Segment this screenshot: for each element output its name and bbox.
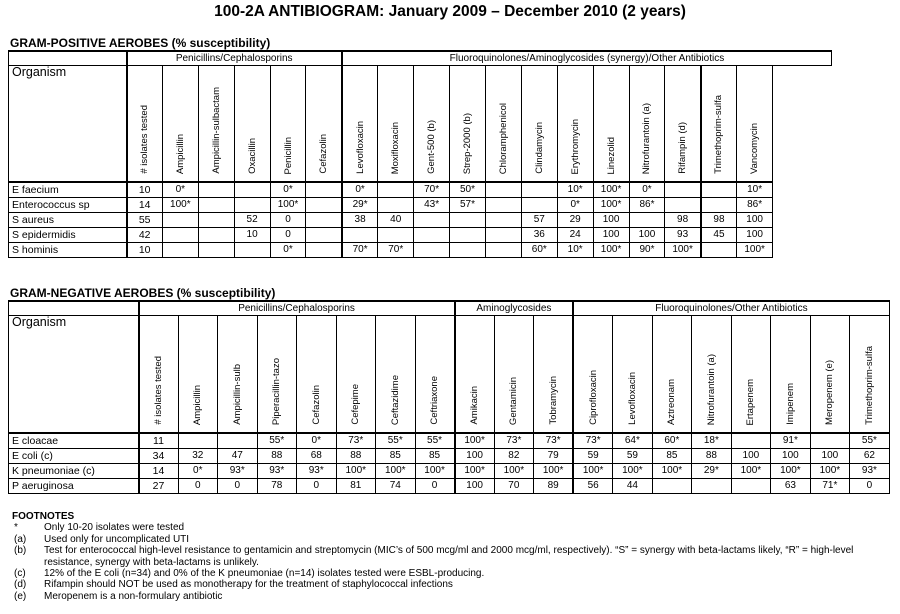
- footnote-item: [12, 545, 900, 568]
- gn-column-header: [652, 316, 692, 434]
- footnotes-heading: FOOTNOTES: [12, 511, 75, 522]
- gp-column-header-label: Clindamycin: [533, 122, 545, 174]
- gn-cell: 60*: [652, 433, 692, 449]
- gn-cell: 85: [376, 449, 416, 464]
- footnote-item: [12, 522, 900, 533]
- gn-column-header-label: Piperacillin-tazo: [271, 357, 283, 425]
- gn-table-row: [9, 479, 890, 494]
- gram-positive-table: [8, 50, 832, 258]
- gp-group-row: [9, 51, 832, 66]
- gn-cell: 100: [455, 479, 495, 494]
- gn-column-header: [850, 316, 890, 434]
- gn-cell: 82: [494, 449, 534, 464]
- gn-column-header-label: Ertapenem: [745, 378, 757, 425]
- gn-organism-name: K pneumoniae (c): [9, 464, 139, 479]
- gn-column-header: [336, 316, 376, 434]
- gp-column-header-row: [9, 66, 832, 183]
- gp-cell: [306, 182, 342, 198]
- gn-organism-name: P aeruginosa: [9, 479, 139, 494]
- gn-cell: 14: [139, 464, 179, 479]
- footnote-text: Meropenem is a non-formulary antibiotic: [44, 590, 223, 602]
- gn-column-header-label: Tobramycin: [547, 376, 559, 425]
- gp-organism-name: Enterococcus sp: [9, 198, 127, 213]
- gp-cell: 57: [521, 213, 557, 228]
- gp-cell: 55: [127, 213, 163, 228]
- gp-column-header-label: # isolates tested: [139, 105, 151, 174]
- gp-cell: 100*: [593, 243, 629, 258]
- gp-cell: 36: [521, 228, 557, 243]
- gn-cell: 93*: [297, 464, 337, 479]
- gp-cell: [378, 228, 414, 243]
- gp-cell: [234, 243, 270, 258]
- gp-cell: [306, 198, 342, 213]
- gn-cell: 100*: [810, 464, 850, 479]
- gp-cell: [665, 198, 701, 213]
- gram-negative-table: [8, 300, 890, 494]
- gp-column-header: [737, 66, 773, 183]
- gp-table-row: [9, 182, 832, 198]
- gp-organism-label: Organism: [9, 66, 127, 183]
- gn-cell: 100*: [652, 464, 692, 479]
- gn-column-header-label: Ceftriaxone: [429, 376, 441, 425]
- gp-cell: [306, 213, 342, 228]
- gn-column-header-row: [9, 316, 890, 434]
- gn-cell: 0: [415, 479, 455, 494]
- gp-cell: [485, 228, 521, 243]
- gp-cell: [162, 243, 198, 258]
- gn-cell: 93*: [257, 464, 297, 479]
- gp-cell: 0*: [629, 182, 665, 198]
- gn-column-header: [178, 316, 218, 434]
- gp-group-header: [9, 51, 127, 66]
- gn-cell: 62: [850, 449, 890, 464]
- gp-cell: [162, 228, 198, 243]
- gn-column-header-label: Ampicillin-sulb: [231, 364, 243, 425]
- gn-cell: 100*: [494, 464, 534, 479]
- gp-column-header: [414, 66, 450, 183]
- gp-column-header: [127, 66, 163, 183]
- gp-organism-name: S aureus: [9, 213, 127, 228]
- gp-cell: 40: [378, 213, 414, 228]
- gn-cell: 0: [850, 479, 890, 494]
- footnote-text: Only 10-20 isolates were tested: [44, 522, 185, 534]
- gn-column-header-label: Cefepime: [350, 384, 362, 425]
- gn-group-row: [9, 301, 890, 316]
- gn-cell: 55*: [850, 433, 890, 449]
- gp-column-header-label: Chloramphenicol: [497, 102, 509, 174]
- gp-column-header-label: Cefazolin: [318, 134, 330, 174]
- footnote-key: (d): [14, 579, 27, 591]
- gp-cell: 100*: [665, 243, 701, 258]
- gn-column-header: [573, 316, 613, 434]
- gn-cell: 29*: [692, 464, 732, 479]
- gp-column-header-label: Ampicillin-sulbactam: [210, 87, 222, 174]
- footnote-text: Used only for uncomplicated UTI: [44, 533, 190, 545]
- gn-cell: 88: [692, 449, 732, 464]
- gn-cell: 100: [731, 449, 771, 464]
- gp-cell: 10*: [737, 182, 773, 198]
- gn-cell: 73*: [534, 433, 574, 449]
- footnotes: [12, 511, 900, 602]
- gp-cell: 0*: [557, 198, 593, 213]
- gn-cell: 100*: [573, 464, 613, 479]
- gp-column-header: [593, 66, 629, 183]
- gp-column-header: [701, 66, 737, 183]
- gn-cell: [218, 433, 258, 449]
- gn-column-header-label: Amikacin: [469, 386, 481, 425]
- gn-cell: 0: [297, 479, 337, 494]
- gp-column-header: [665, 66, 701, 183]
- gp-column-header: [162, 66, 198, 183]
- footnote-key: (a): [14, 533, 27, 545]
- gp-cell: [485, 213, 521, 228]
- gp-cell: [521, 198, 557, 213]
- gn-cell: [810, 433, 850, 449]
- gp-cell: 86*: [737, 198, 773, 213]
- gn-cell: 55*: [376, 433, 416, 449]
- gp-cell: 10*: [557, 182, 593, 198]
- gp-cell: [378, 182, 414, 198]
- gp-column-header: [485, 66, 521, 183]
- gn-column-header-label: Ciprofloxacin: [587, 370, 599, 425]
- gn-cell: 27: [139, 479, 179, 494]
- footnote-text: 12% of the E coli (n=34) and 0% of the K pneumoniae (n=14) isolates tested were ESBL-producing.: [44, 568, 485, 580]
- gn-cell: 0*: [297, 433, 337, 449]
- gp-column-header-label: Oxacillin: [246, 138, 258, 174]
- gn-cell: 73*: [573, 433, 613, 449]
- gn-cell: 100*: [613, 464, 653, 479]
- gp-cell: 100*: [270, 198, 306, 213]
- gp-column-header: [198, 66, 234, 183]
- gn-cell: 32: [178, 449, 218, 464]
- gn-cell: 0: [178, 479, 218, 494]
- gp-table-row: [9, 228, 832, 243]
- gn-cell: 93*: [850, 464, 890, 479]
- gp-cell: 100*: [737, 243, 773, 258]
- gp-cell: 50*: [450, 182, 486, 198]
- gp-cell: 86*: [629, 198, 665, 213]
- gn-group-header: [9, 301, 139, 316]
- gp-cell: 100*: [593, 182, 629, 198]
- gp-cell: [485, 243, 521, 258]
- gp-cell: 70*: [342, 243, 378, 258]
- gp-column-header-label: Ampicillin: [174, 133, 186, 174]
- gp-cell: 52: [234, 213, 270, 228]
- gp-column-header-label: Gent-500 (b): [426, 120, 438, 174]
- gn-cell: [731, 479, 771, 494]
- gp-cell: [378, 198, 414, 213]
- gp-cell: 24: [557, 228, 593, 243]
- gp-cell: 70*: [378, 243, 414, 258]
- gn-cell: [178, 433, 218, 449]
- gp-column-header: [450, 66, 486, 183]
- gp-cell: 14: [127, 198, 163, 213]
- gn-cell: 47: [218, 449, 258, 464]
- gn-column-header-label: Ampicillin: [192, 384, 204, 425]
- gn-table-row: [9, 464, 890, 479]
- gp-cell: 0*: [270, 243, 306, 258]
- gn-cell: [652, 479, 692, 494]
- footnote-key: (b): [14, 545, 27, 557]
- gp-cell: 29*: [342, 198, 378, 213]
- gp-organism-name: E faecium: [9, 182, 127, 198]
- gp-cell: 98: [665, 213, 701, 228]
- gn-group-header: Fluoroquinolones/Other Antibiotics: [573, 301, 889, 316]
- gn-cell: 70: [494, 479, 534, 494]
- gp-cell: 100: [593, 228, 629, 243]
- gn-cell: 74: [376, 479, 416, 494]
- gn-column-header: [218, 316, 258, 434]
- gp-table-row: [9, 243, 832, 258]
- gp-cell: [198, 228, 234, 243]
- gn-organism-name: E cloacae: [9, 433, 139, 449]
- gn-column-header: [257, 316, 297, 434]
- gn-column-header-label: Trimethoprim-sulfa: [863, 346, 875, 425]
- gn-cell: 78: [257, 479, 297, 494]
- gp-cell: 10: [234, 228, 270, 243]
- gn-cell: 68: [297, 449, 337, 464]
- gn-column-header: [613, 316, 653, 434]
- gp-cell: [414, 243, 450, 258]
- gram-positive-heading: GRAM-POSITIVE AEROBES (% susceptibility): [10, 36, 271, 50]
- gn-cell: 100*: [336, 464, 376, 479]
- gp-cell: [414, 228, 450, 243]
- gp-column-header-label: Strep-2000 (b): [462, 112, 473, 174]
- gp-cell: 43*: [414, 198, 450, 213]
- gn-cell: 100*: [771, 464, 811, 479]
- gn-column-header-label: Cefazolin: [310, 385, 322, 425]
- gp-cell: 57*: [450, 198, 486, 213]
- gp-cell: [629, 213, 665, 228]
- footnote-text: Test for enterococcal high-level resistance to gentamicin and streptomycin (MIC’s of 500 mcg/ml and 2000 mcg/ml, respectively). “S” = synergy with beta-lactams likely, “R” = high-level resistance, synergy with beta-lactams is unlikely.: [44, 545, 854, 568]
- gn-cell: 59: [573, 449, 613, 464]
- gn-group-header: Aminoglycosides: [455, 301, 574, 316]
- gp-cell: [162, 213, 198, 228]
- gn-column-header: [534, 316, 574, 434]
- gp-cell: 100: [593, 213, 629, 228]
- gp-column-header-label: Nitrofurantoin (a): [641, 102, 653, 174]
- gp-column-header: [342, 66, 378, 183]
- gp-cell: [450, 243, 486, 258]
- gn-column-header: [139, 316, 179, 434]
- gp-group-header: Penicillins/Cephalosporins: [127, 51, 342, 66]
- gn-cell: 73*: [336, 433, 376, 449]
- gp-cell: [198, 198, 234, 213]
- gn-cell: 85: [652, 449, 692, 464]
- gp-cell: [306, 228, 342, 243]
- gp-cell: 29: [557, 213, 593, 228]
- gn-cell: 93*: [218, 464, 258, 479]
- gp-cell: 90*: [629, 243, 665, 258]
- gn-cell: 100*: [534, 464, 574, 479]
- footnote-key: (c): [14, 568, 26, 580]
- gp-cell: 0*: [270, 182, 306, 198]
- gp-cell: [342, 228, 378, 243]
- gp-cell: 10: [127, 182, 163, 198]
- gn-cell: [731, 433, 771, 449]
- gn-cell: 56: [573, 479, 613, 494]
- gp-cell: [234, 182, 270, 198]
- gp-cell: 10: [127, 243, 163, 258]
- gp-column-header-label: Penicillin: [282, 136, 294, 174]
- gp-cell: [665, 182, 701, 198]
- gp-cell: 98: [701, 213, 737, 228]
- gp-column-header-label: Vancomycin: [749, 122, 761, 174]
- gn-cell: 100*: [376, 464, 416, 479]
- gp-cell: [485, 198, 521, 213]
- gn-cell: 81: [336, 479, 376, 494]
- gn-column-header: [810, 316, 850, 434]
- gn-cell: 89: [534, 479, 574, 494]
- gp-cell: 0: [270, 228, 306, 243]
- gn-cell: 34: [139, 449, 179, 464]
- gp-table-row: [9, 198, 832, 213]
- gp-cell: 0: [270, 213, 306, 228]
- gp-table-row: [9, 213, 832, 228]
- gp-cell: 100*: [593, 198, 629, 213]
- footnote-item: [12, 579, 900, 590]
- gp-cell: [234, 198, 270, 213]
- gp-cell: [198, 213, 234, 228]
- gn-table-row: [9, 433, 890, 449]
- gp-cell: [450, 213, 486, 228]
- gp-organism-name: S epidermidis: [9, 228, 127, 243]
- gn-group-header: Penicillins/Cephalosporins: [139, 301, 455, 316]
- page-title: 100-2A ANTIBIOGRAM: January 2009 – December 2010 (2 years): [214, 3, 686, 20]
- gp-column-header: [378, 66, 414, 183]
- gn-cell: 100: [771, 449, 811, 464]
- gn-column-header: [771, 316, 811, 434]
- gp-column-header: [557, 66, 593, 183]
- gn-column-header-label: Levofloxacin: [626, 372, 638, 425]
- footnote-key: *: [14, 522, 18, 534]
- gn-column-header: [376, 316, 416, 434]
- gn-cell: 73*: [494, 433, 534, 449]
- gn-cell: 100*: [731, 464, 771, 479]
- gn-cell: 55*: [415, 433, 455, 449]
- gp-cell: 100*: [162, 198, 198, 213]
- gn-cell: 11: [139, 433, 179, 449]
- gn-column-header: [731, 316, 771, 434]
- gn-cell: 18*: [692, 433, 732, 449]
- gp-column-header-label: Moxifloxacin: [390, 121, 402, 174]
- gp-cell: 42: [127, 228, 163, 243]
- footnote-text: Rifampin should NOT be used as monotherapy for the treatment of staphylococcal infections: [44, 579, 453, 591]
- gn-column-header-label: Nitrofurantoin (a): [705, 353, 717, 425]
- gn-cell: 79: [534, 449, 574, 464]
- footnote-item: [12, 534, 900, 545]
- gp-cell: [701, 243, 737, 258]
- gn-column-header: [692, 316, 732, 434]
- gp-column-header-label: Linezolid: [605, 136, 617, 174]
- gp-cell: [450, 228, 486, 243]
- gn-organism-name: E coli (c): [9, 449, 139, 464]
- gn-column-header-label: Imipenem: [784, 383, 796, 425]
- gp-cell: 0*: [162, 182, 198, 198]
- gp-cell: 0*: [342, 182, 378, 198]
- gn-column-header: [455, 316, 495, 434]
- gn-cell: 88: [336, 449, 376, 464]
- gp-column-header-label: Rifampin (d): [677, 122, 689, 174]
- gn-cell: [692, 479, 732, 494]
- gp-cell: 100: [629, 228, 665, 243]
- gn-column-header-label: Ceftazidime: [389, 374, 401, 425]
- gp-cell: [414, 213, 450, 228]
- gp-cell: [701, 198, 737, 213]
- gp-cell: 45: [701, 228, 737, 243]
- gn-cell: 55*: [257, 433, 297, 449]
- gn-column-header-label: Aztreonam: [666, 379, 678, 425]
- gn-cell: 100: [810, 449, 850, 464]
- gp-cell: [485, 182, 521, 198]
- gp-column-header: [270, 66, 306, 183]
- gn-cell: 0*: [178, 464, 218, 479]
- gn-cell: 100*: [455, 433, 495, 449]
- gp-group-header: Fluoroquinolones/Aminoglycosides (synergy)/Other Antibiotics: [342, 51, 832, 66]
- gp-column-header-label: Erythromycin: [569, 118, 581, 174]
- gn-cell: 100*: [415, 464, 455, 479]
- gp-cell: [521, 182, 557, 198]
- gp-column-header-label: Levofloxacin: [354, 121, 366, 174]
- gp-column-header: [521, 66, 557, 183]
- gn-cell: 0: [218, 479, 258, 494]
- gp-cell: 100: [737, 213, 773, 228]
- gn-cell: 63: [771, 479, 811, 494]
- footnote-key: (e): [14, 590, 27, 602]
- gn-cell: 59: [613, 449, 653, 464]
- gp-cell: [198, 243, 234, 258]
- footnote-item: [12, 591, 900, 602]
- gp-cell: 70*: [414, 182, 450, 198]
- gn-cell: 44: [613, 479, 653, 494]
- gn-cell: 91*: [771, 433, 811, 449]
- gp-column-header-label: Trimethoprim-sulfa: [713, 95, 725, 174]
- gn-column-header: [415, 316, 455, 434]
- gn-table-row: [9, 449, 890, 464]
- gn-cell: 88: [257, 449, 297, 464]
- gn-column-header-label: Gentamicin: [508, 376, 520, 425]
- gn-cell: 85: [415, 449, 455, 464]
- gn-column-header: [494, 316, 534, 434]
- gp-organism-name: S hominis: [9, 243, 127, 258]
- gp-cell: [198, 182, 234, 198]
- gp-cell: [306, 243, 342, 258]
- gp-column-header: [306, 66, 342, 183]
- gp-cell: 100: [737, 228, 773, 243]
- gn-column-header: [297, 316, 337, 434]
- gp-cell: 60*: [521, 243, 557, 258]
- gp-column-header: [234, 66, 270, 183]
- gp-cell: 10*: [557, 243, 593, 258]
- gp-column-header: [629, 66, 665, 183]
- gn-cell: 71*: [810, 479, 850, 494]
- gp-cell: 38: [342, 213, 378, 228]
- gn-cell: 100*: [455, 464, 495, 479]
- gn-column-header-label: Meropenem (e): [824, 360, 836, 425]
- gn-column-header-label: # isolates tested: [153, 356, 164, 425]
- gn-cell: 64*: [613, 433, 653, 449]
- gram-negative-heading: GRAM-NEGATIVE AEROBES (% susceptibility): [10, 286, 276, 300]
- footnote-item: [12, 568, 900, 579]
- gp-cell: [701, 182, 737, 198]
- gn-organism-label: Organism: [9, 316, 139, 434]
- gp-cell: 93: [665, 228, 701, 243]
- gn-cell: 100: [455, 449, 495, 464]
